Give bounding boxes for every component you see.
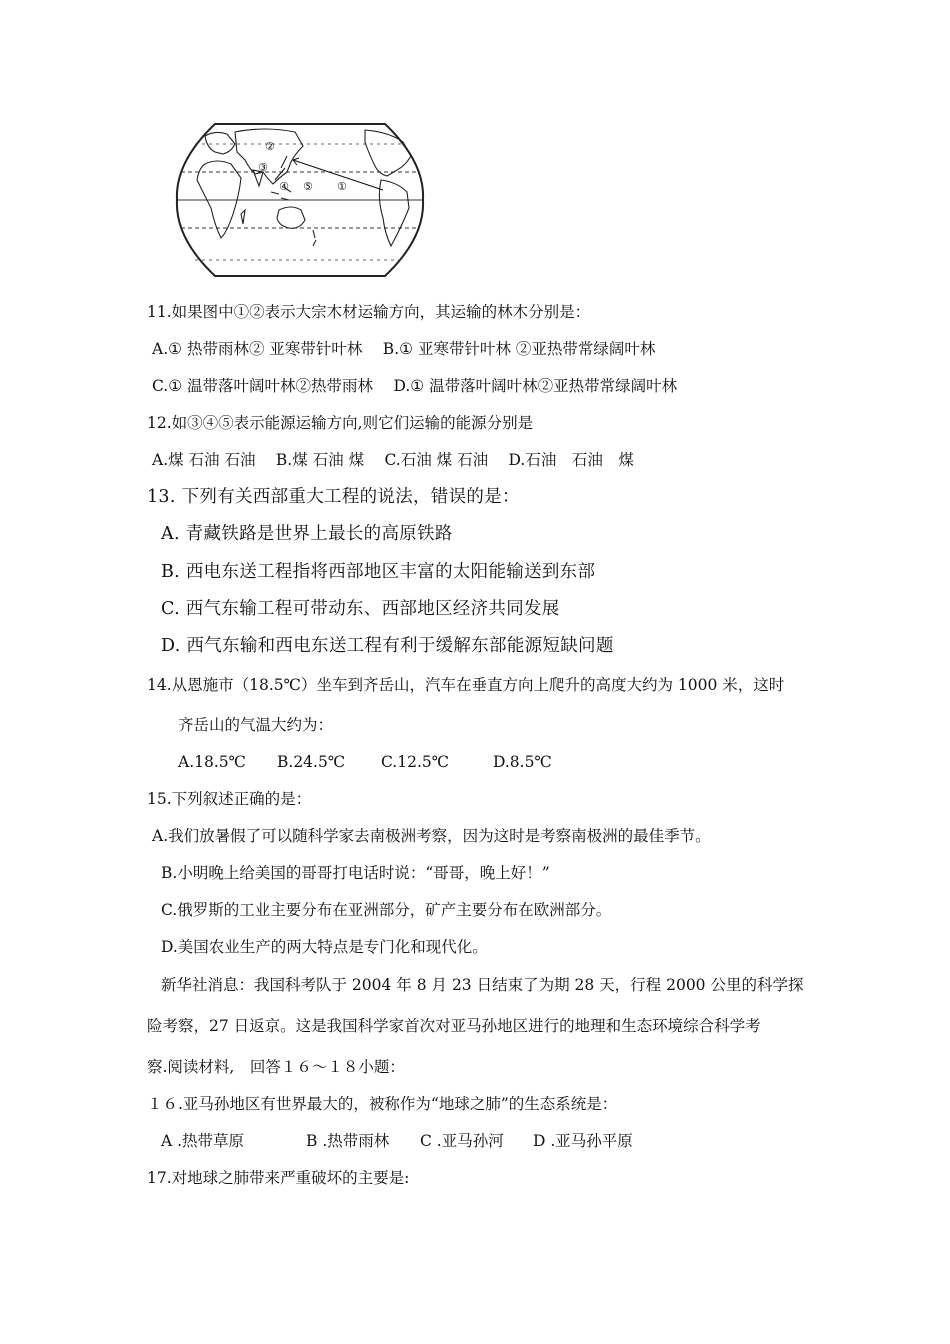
q16-option-d: D .亚马孙平原 xyxy=(533,1132,633,1150)
q11-options-cd: C.① 温带落叶阔叶林②热带雨林 D.① 温带落叶阔叶林②亚热带常绿阔叶林 xyxy=(152,377,678,395)
q16-option-a: A .热带草原 xyxy=(161,1132,245,1150)
europe-outline xyxy=(205,132,235,154)
q12-options: A.煤 石油 石油 B.煤 石油 煤 C.石油 煤 石油 D.石油 石油 煤 xyxy=(152,451,634,469)
q15-option-b: B.小明晚上给美国的哥哥打电话时说：“哥哥，晚上好！” xyxy=(161,864,550,882)
madagascar-outline xyxy=(241,210,245,224)
south-america-outline xyxy=(379,180,409,246)
q14-option-c: C.12.5℃ xyxy=(381,753,450,771)
q13-option-a: A. 青藏铁路是世界上最长的高原铁路 xyxy=(161,524,453,544)
q14-stem-line-1: 14.从恩施市（18.5℃）坐车到齐岳山，汽车在垂直方向上爬升的高度大约为 1000 米，这时 xyxy=(147,676,785,694)
passage-line-2: 险考察，27 日返京。这是我国科学家首次对亚马孙地区进行的地理和生态环境综合科学考 xyxy=(147,1017,761,1035)
q13-option-d: D. 西气东输和西电东送工程有利于缓解东部能源短缺问题 xyxy=(161,636,614,656)
map-label-1: ① xyxy=(337,180,347,193)
q11-options-ab: A.① 热带雨林② 亚寒带针叶林 B.① 亚寒带针叶林 ②亚热带常绿阔叶林 xyxy=(152,340,656,358)
q17-stem: 17.对地球之肺带来严重破坏的主要是: xyxy=(147,1169,410,1187)
australia-outline xyxy=(277,207,305,228)
q13-stem: 13. 下列有关西部重大工程的说法，错误的是： xyxy=(147,487,520,507)
world-map-figure xyxy=(175,122,425,278)
q15-option-d: D.美国农业生产的两大特点是专门化和现代化。 xyxy=(161,938,488,956)
asia-outline xyxy=(235,129,303,184)
passage-line-3: 察.阅读材料, 回答１６～１８小题： xyxy=(147,1058,405,1076)
new-zealand-outline xyxy=(313,230,316,246)
q16-stem: １６.亚马孙地区有世界最大的，被称作为“地球之肺”的生态系统是： xyxy=(147,1095,618,1113)
map-label-2: ② xyxy=(265,140,275,153)
q13-option-b: B. 西电东送工程指将西部地区丰富的太阳能输送到东部 xyxy=(161,562,596,582)
map-label-5: ⑤ xyxy=(303,180,313,193)
north-america-outline xyxy=(365,130,411,176)
map-label-4: ④ xyxy=(279,180,289,193)
q11-stem: 11.如果图中①②表示大宗木材运输方向，其运输的林木分别是： xyxy=(147,303,591,321)
q15-option-c: C.俄罗斯的工业主要分布在亚洲部分，矿产主要分布在欧洲部分。 xyxy=(161,901,612,919)
q15-option-a: A.我们放暑假了可以随科学家去南极洲考察，因为这时是考察南极洲的最佳季节。 xyxy=(152,827,711,845)
q14-option-b: B.24.5℃ xyxy=(277,753,346,771)
q14-option-d: D.8.5℃ xyxy=(493,753,552,771)
q16-option-c: C .亚马孙河 xyxy=(420,1132,504,1150)
q12-stem: 12.如③④⑤表示能源运输方向,则它们运输的能源分别是 xyxy=(147,414,534,432)
route-arrow-2 xyxy=(281,156,287,168)
q16-option-b: B .热带雨林 xyxy=(306,1132,390,1150)
q15-stem: 15.下列叙述正确的是： xyxy=(147,790,312,808)
q13-option-c: C. 西气东输工程可带动东、西部地区经济共同发展 xyxy=(161,599,560,619)
q14-stem-line-2: 齐岳山的气温大约为： xyxy=(178,716,334,734)
q14-option-a: A.18.5℃ xyxy=(178,753,246,771)
map-label-3: ③ xyxy=(258,161,268,174)
passage-line-1: 新华社消息：我国科考队于 2004 年 8 月 23 日结束了为期 28 天，行程 2000 公里的科学探 xyxy=(161,976,804,994)
